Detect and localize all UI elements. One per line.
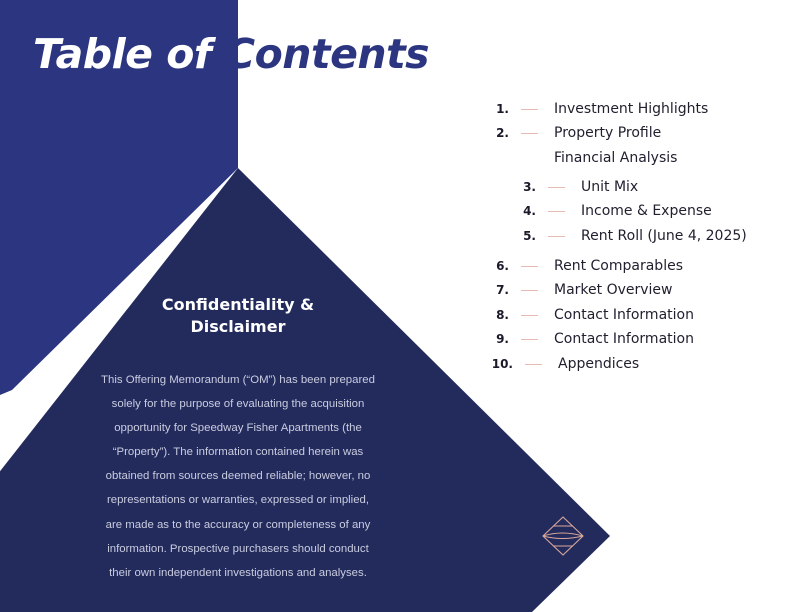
toc-item-label: Contact Information: [554, 331, 694, 347]
toc-item-label: Rent Comparables: [554, 258, 683, 274]
toc-item-number: 5.: [523, 229, 536, 243]
toc-item-rent-roll[interactable]: [505, 224, 747, 248]
toc-item-label: Appendices: [558, 356, 640, 372]
title-part-1: Table of: [33, 30, 212, 78]
confidentiality-heading: [138, 294, 338, 338]
toc-dash: [548, 236, 565, 237]
toc-dash: [521, 266, 538, 267]
body-line: opportunity for Speedway Fisher Apartments (the: [114, 422, 362, 435]
body-line: This Offering Memorandum (“OM”) has been prepared: [101, 374, 375, 386]
toc-item-investment-highlights[interactable]: [478, 97, 708, 121]
body-line: obtained from sources deemed reliable; however, no: [105, 470, 371, 483]
diamond-logo-icon: [540, 514, 586, 558]
body-line: are made as to the accuracy or completeness of any: [105, 518, 371, 531]
toc-item-contact-information[interactable]: [478, 303, 694, 327]
toc-item-label: Income & Expense: [581, 203, 712, 219]
toc-item-label: Market Overview: [554, 282, 673, 298]
toc-item-appendices[interactable]: [478, 352, 639, 376]
toc-item-number: 4.: [523, 204, 536, 218]
toc-dash: [521, 339, 538, 340]
toc-item-label: Contact Information: [554, 307, 694, 323]
toc-item-number: 2.: [496, 126, 509, 140]
toc-item-label: Unit Mix: [581, 179, 639, 195]
toc-item-number: 1.: [496, 102, 509, 116]
toc-dash: [548, 187, 565, 188]
toc-item-number: 3.: [523, 180, 536, 194]
toc-item-label: Rent Roll (June 4, 2025): [581, 228, 747, 244]
confidentiality-heading-line-1: Confidentiality &: [161, 295, 315, 314]
title-part-2: Contents: [225, 30, 430, 78]
toc-section-financial-analysis[interactable]: [554, 146, 677, 170]
toc-item-number: 7.: [496, 283, 509, 297]
toc-item-number: 8.: [496, 308, 509, 322]
toc-item-label: Investment Highlights: [554, 101, 709, 117]
toc-dash: [521, 133, 538, 134]
page-title: [33, 26, 429, 82]
toc-item-number: 9.: [496, 332, 509, 346]
body-line: information. Prospective purchasers should conduct: [107, 542, 369, 555]
body-line: their own independent investigations and analyses.: [109, 566, 367, 579]
toc-item-label: Property Profile: [554, 125, 662, 141]
toc-dash: [521, 109, 538, 110]
body-line: “Property”). The information contained herein was: [112, 446, 364, 459]
body-line: representations or warranties, expressed or implied,: [106, 494, 370, 507]
confidentiality-body: [88, 368, 388, 585]
toc-dash: [525, 364, 542, 365]
toc-item-income-expense[interactable]: [505, 199, 712, 223]
toc-dash: [548, 211, 565, 212]
toc-item-label: Financial Analysis: [554, 150, 678, 166]
toc-item-property-profile[interactable]: [478, 121, 661, 145]
toc-dash: [521, 290, 538, 291]
toc-item-number: 6.: [496, 259, 509, 273]
body-line: solely for the purpose of evaluating the acquisition: [111, 398, 365, 411]
toc-item-unit-mix[interactable]: [505, 175, 638, 199]
confidentiality-heading-line-2: Disclaimer: [190, 317, 286, 336]
toc-item-rent-comparables[interactable]: [478, 254, 683, 278]
toc-item-number: 10.: [491, 357, 513, 371]
toc-item-market-overview[interactable]: [478, 278, 673, 302]
toc-dash: [521, 315, 538, 316]
toc-item-contact-information-2[interactable]: [478, 327, 694, 351]
